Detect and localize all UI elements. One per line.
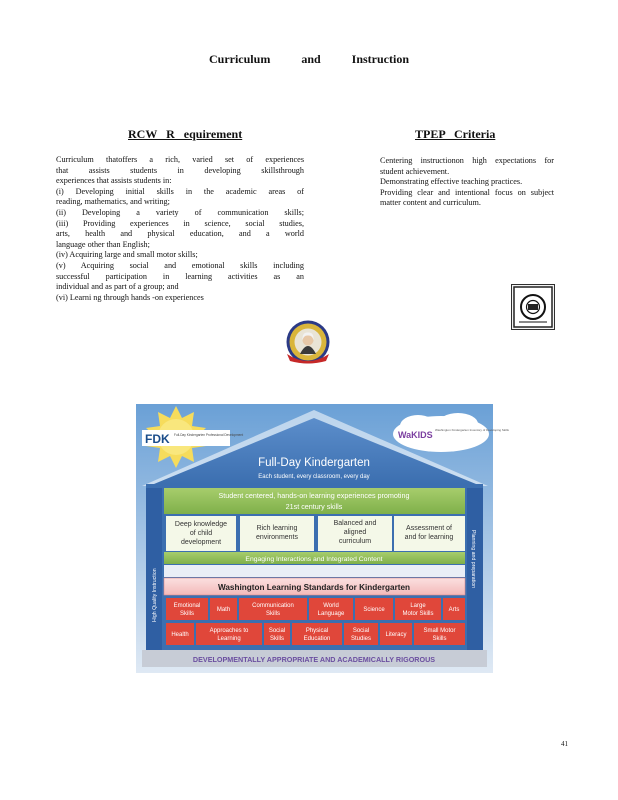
banner-line2: 21st century skills — [285, 502, 343, 511]
subject-label: Arts — [448, 607, 460, 613]
roof-title: Full-Day Kindergarten — [258, 457, 370, 469]
rcw-line: (iv) Acquiring large and small motor skills; — [56, 250, 198, 260]
subject-label: Skills — [265, 611, 281, 617]
rcw-line: successful participation in learning activities as an — [56, 271, 304, 281]
pillar-text: Assessment of — [406, 525, 452, 532]
rcw-requirement-text — [56, 155, 304, 303]
foundation-text: DEVELOPMENTALLY APPROPRIATE AND ACADEMICALLY RIGOROUS — [192, 655, 436, 664]
subject-label: Motor Skills — [402, 611, 434, 617]
rcw-line: (ii) Developing a variety of communication skills; — [56, 207, 304, 217]
page-title: Curriculum and Instruction — [208, 52, 410, 66]
subject-label: Approaches to — [209, 628, 249, 634]
subject-label: Learning — [217, 636, 241, 642]
subject-label: Social — [352, 628, 370, 634]
list-item — [369, 188, 554, 209]
subject-label: Science — [363, 607, 385, 613]
wakids-logo-text: WaKIDS — [398, 430, 433, 440]
subject-label: Language — [317, 611, 345, 617]
list-item — [369, 177, 554, 188]
rcw-heading: RCW R equirement — [128, 127, 243, 141]
bullet-icon — [369, 156, 380, 177]
rcw-line: (i) Developing initial skills in the academic areas of — [56, 186, 304, 196]
tpep-item-text: Demonstrating effective teaching practices. — [380, 177, 523, 187]
rcw-line: (vi) Learni ng through hands -on experiences — [56, 292, 204, 302]
pillar-text: Rich learning — [256, 525, 298, 532]
list-item — [369, 156, 554, 177]
rcw-line: that assists students in developing skillsthrough — [56, 165, 304, 175]
right-column-label: Planning and preparation — [470, 530, 476, 588]
rcw-line: experiences that assists students in: — [56, 176, 172, 186]
subject-label: Math — [216, 607, 231, 613]
bullet-icon — [369, 188, 380, 209]
subject-label: Health — [171, 632, 189, 638]
pillar-text: environments — [255, 534, 299, 541]
subject-label: Physical — [305, 628, 329, 634]
subject-label: Skills — [269, 636, 285, 642]
rcw-line: (iii) Providing experiences in science, social studies, — [56, 218, 304, 228]
roof-subtitle: Each student, every classroom, every day — [258, 474, 370, 480]
subject-label: Literacy — [385, 632, 407, 638]
stamp-icon — [511, 284, 555, 330]
pillar-text: aligned — [343, 529, 367, 536]
fdk-logo-text: FDK — [145, 432, 170, 446]
bullet-icon — [369, 177, 380, 188]
pillar-text: curriculum — [338, 538, 372, 545]
fdk-logo — [142, 430, 243, 446]
left-column-label: High Quality Instruction — [152, 568, 158, 622]
banner-line1: Student centered, hands-on learning experiences promoting — [218, 491, 410, 500]
subject-label: Large — [410, 603, 426, 609]
rcw-line: reading, mathematics, and writing; — [56, 197, 170, 207]
engaging-text: Engaging Interactions and Integrated Content — [245, 556, 383, 563]
fdk-subtitle: Full-Day Kindergarten Professional Development — [174, 433, 244, 437]
pillar-text: and for learning — [404, 534, 454, 541]
rcw-line: arts, health and physical education, and a world — [56, 229, 304, 239]
standards-title: Washington Learning Standards for Kindergarten — [217, 583, 411, 592]
subject-label: Emotional — [173, 603, 201, 609]
washington-state-seal-icon — [286, 320, 330, 364]
subject-label: Skills — [179, 611, 195, 617]
subjects-row-1 — [166, 598, 465, 620]
full-day-kindergarten-diagram — [136, 404, 509, 673]
tpep-item-text: Providing clear and intentional focus on subject matter content and curriculum. — [380, 187, 554, 208]
subject-label: Small Motor — [423, 628, 456, 634]
tpep-item-text: Centering instructionon high expectations for student achievement. — [380, 156, 554, 176]
subject-label: World — [323, 603, 339, 609]
subject-label: Education — [303, 636, 331, 642]
subject-label: Social — [268, 628, 286, 634]
page-number: 41 — [561, 740, 568, 748]
subject-label: Communication — [252, 603, 294, 609]
pillar-text: development — [180, 539, 222, 546]
subjects-row-2 — [166, 623, 465, 645]
wakids-subtitle: Washington Kindergarten Inventory of Developing Skills — [435, 428, 509, 432]
rcw-line: language other than English; — [56, 239, 150, 249]
pillar-text: Deep knowledge — [174, 521, 228, 528]
pillar-text: of child — [189, 530, 213, 537]
tpep-heading: TPEP Criteria — [415, 127, 496, 141]
rcw-line: individual and as part of a group; and — [56, 282, 179, 292]
rcw-line: Curriculum thatoffers a rich, varied set of experiences — [56, 155, 304, 164]
subject-label: Skills — [432, 636, 447, 642]
tpep-criteria-list — [369, 156, 554, 209]
pillar-text: Balanced and — [333, 520, 377, 527]
subject-label: Studies — [350, 636, 372, 642]
rcw-line: (v) Acquiring social and emotional skills including — [56, 260, 304, 270]
